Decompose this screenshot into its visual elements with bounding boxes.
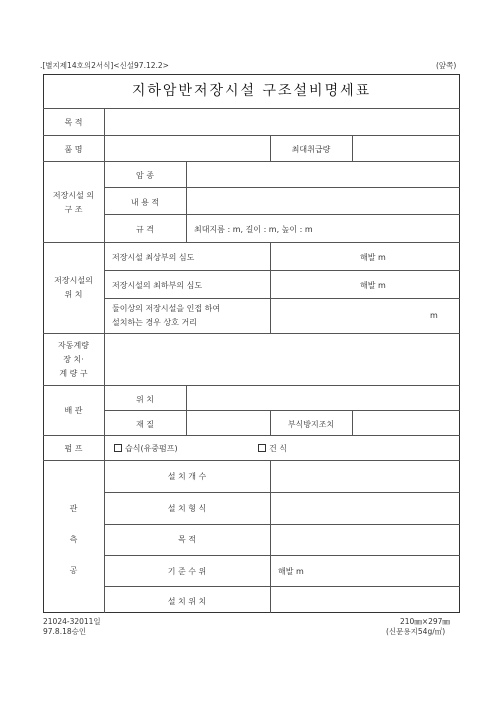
well-label-3: 공 bbox=[69, 566, 78, 575]
form-frame bbox=[43, 74, 460, 613]
location-label-2: 위 치 bbox=[64, 290, 83, 299]
row-line bbox=[104, 187, 460, 188]
row-line bbox=[104, 410, 460, 411]
pump-dry-label: 건 식 bbox=[269, 444, 287, 453]
well-position-label: 설 치 위 치 bbox=[167, 597, 207, 606]
col-line bbox=[352, 135, 353, 161]
piping-material-label: 재 질 bbox=[136, 420, 154, 429]
meter-label-3: 계 량 구 bbox=[59, 369, 88, 378]
size-label: 규 격 bbox=[136, 225, 154, 234]
pump-label: 펌 프 bbox=[64, 444, 83, 453]
anticorrosion-label: 부식방지조치 bbox=[287, 420, 335, 429]
form-code: 21024-32011일 bbox=[43, 617, 101, 626]
meter-label: 자동계량 bbox=[58, 341, 89, 350]
row-line bbox=[43, 333, 460, 334]
distance-label: 둘이상의 저장시설을 인접 하여 bbox=[112, 304, 221, 313]
max-quantity-label: 최대취급량 bbox=[291, 145, 331, 154]
location-label: 저장시설의 bbox=[54, 276, 93, 285]
col-line bbox=[186, 161, 187, 242]
form-title: 지하암반저장시설 구조설비명세표 bbox=[131, 83, 372, 99]
distance-unit: m bbox=[430, 311, 438, 320]
col-line bbox=[270, 460, 271, 613]
checkbox-icon[interactable] bbox=[258, 444, 266, 452]
paper-size: 210㎜×297㎜ bbox=[400, 617, 450, 626]
row-line bbox=[43, 108, 460, 109]
top-depth-label: 저장시설 최상부의 심도 bbox=[112, 253, 195, 262]
col-line bbox=[186, 385, 187, 435]
piping-label: 배 관 bbox=[64, 406, 83, 415]
well-label-2: 측 bbox=[69, 535, 78, 544]
well-type-label: 설 치 형 식 bbox=[167, 504, 207, 513]
structure-label: 저장시설 의 bbox=[52, 191, 95, 200]
well-label-1: 관 bbox=[69, 504, 78, 513]
rock-type-label: 암 종 bbox=[136, 171, 154, 180]
page-side-label: (앞쪽) bbox=[436, 61, 457, 70]
row-line bbox=[104, 524, 460, 525]
well-count-label: 설 치 개 수 bbox=[167, 472, 207, 481]
water-level-label: 기 준 수 위 bbox=[167, 567, 207, 576]
bottom-depth-unit: 해발 m bbox=[360, 281, 386, 290]
purpose-label: 목 적 bbox=[64, 118, 83, 127]
item-name-label: 품 명 bbox=[64, 145, 83, 154]
row-line bbox=[43, 435, 460, 436]
pump-wet-option[interactable] bbox=[114, 443, 178, 454]
water-level-unit: 해발 m bbox=[278, 567, 304, 576]
row-line bbox=[104, 586, 460, 587]
row-line bbox=[43, 135, 460, 136]
row-line bbox=[43, 161, 460, 162]
paper-type: (신문용지54g/㎡) bbox=[386, 627, 446, 636]
approval-date: 97.8.18승인 bbox=[43, 627, 87, 636]
row-line bbox=[104, 555, 460, 556]
capacity-label: 내 용 적 bbox=[130, 198, 160, 207]
row-line bbox=[43, 242, 460, 243]
row-line bbox=[104, 492, 460, 493]
well-purpose-label: 목 적 bbox=[178, 535, 196, 544]
row-line bbox=[104, 214, 460, 215]
col-line bbox=[352, 410, 353, 435]
col-line bbox=[270, 242, 271, 333]
top-depth-unit: 해발 m bbox=[360, 253, 386, 262]
size-value: 최대지름 : m, 길이 : m, 높이 : m bbox=[194, 225, 313, 234]
distance-label-2: 설치하는 경우 상호 거리 bbox=[112, 318, 197, 327]
pump-dry-option[interactable] bbox=[258, 443, 287, 454]
checkbox-icon[interactable] bbox=[114, 444, 122, 452]
row-line bbox=[43, 385, 460, 386]
pump-wet-label: 습식(유중펌프) bbox=[125, 444, 178, 453]
meter-label-2: 장 치· bbox=[63, 355, 84, 364]
row-line bbox=[104, 270, 460, 271]
row-line bbox=[43, 460, 460, 461]
form-reference: .[별지제14호의2서식]<신설97.12.2> bbox=[40, 61, 169, 70]
piping-position-label: 위 치 bbox=[136, 395, 154, 404]
row-line bbox=[104, 298, 460, 299]
bottom-depth-label: 저장시설의 최하부의 심도 bbox=[112, 281, 203, 290]
structure-label-2: 구 조 bbox=[64, 205, 83, 214]
